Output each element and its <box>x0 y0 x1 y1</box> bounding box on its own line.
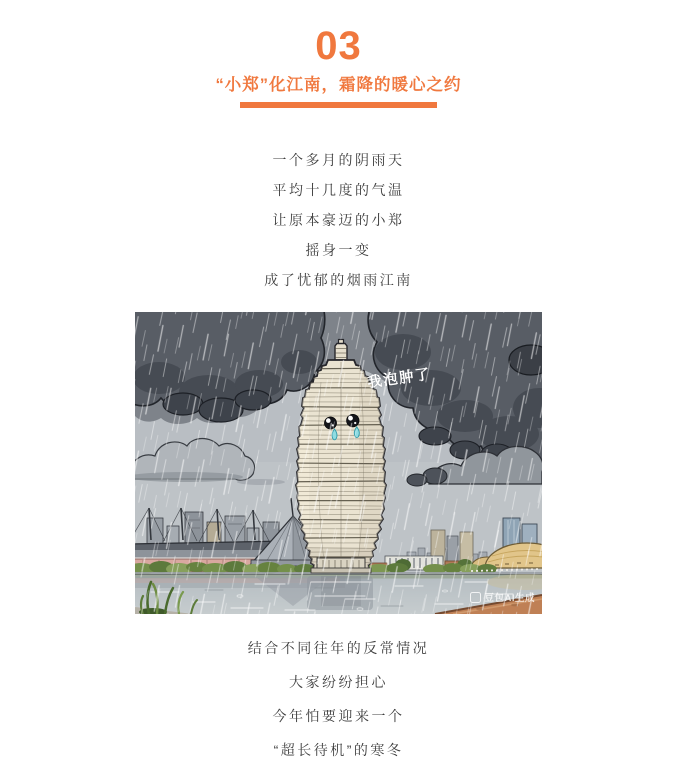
ai-watermark <box>470 590 535 604</box>
illustration-image[interactable] <box>135 312 542 614</box>
rain-layer <box>135 312 542 614</box>
outro-line: 今年怕要迎来一个 <box>272 708 405 724</box>
doubao-logo-icon <box>470 592 481 603</box>
outro-line: “超长待机”的寒冬 <box>273 742 404 758</box>
intro-line: 成了忧郁的烟雨江南 <box>264 272 413 288</box>
section-title: “小郑”化江南，霜降的暖心之约 <box>215 76 462 94</box>
section-number: 03 <box>315 24 362 68</box>
title-underline <box>240 102 437 108</box>
outro-paragraphs <box>0 641 677 757</box>
intro-line: 让原本豪迈的小郑 <box>272 212 405 228</box>
outro-line: 大家纷纷担心 <box>289 674 388 690</box>
speech-text: 我泡肿了 <box>366 366 433 392</box>
outro-line: 结合不同往年的反常情况 <box>247 640 430 656</box>
intro-line: 摇身一变 <box>305 242 372 258</box>
illustration-art <box>135 312 542 614</box>
section-header <box>0 0 677 108</box>
intro-line: 一个多月的阴雨天 <box>272 152 405 168</box>
intro-paragraphs <box>0 153 677 287</box>
watermark-label: 豆包AI生成 <box>484 593 535 604</box>
intro-line: 平均十几度的气温 <box>272 182 405 198</box>
